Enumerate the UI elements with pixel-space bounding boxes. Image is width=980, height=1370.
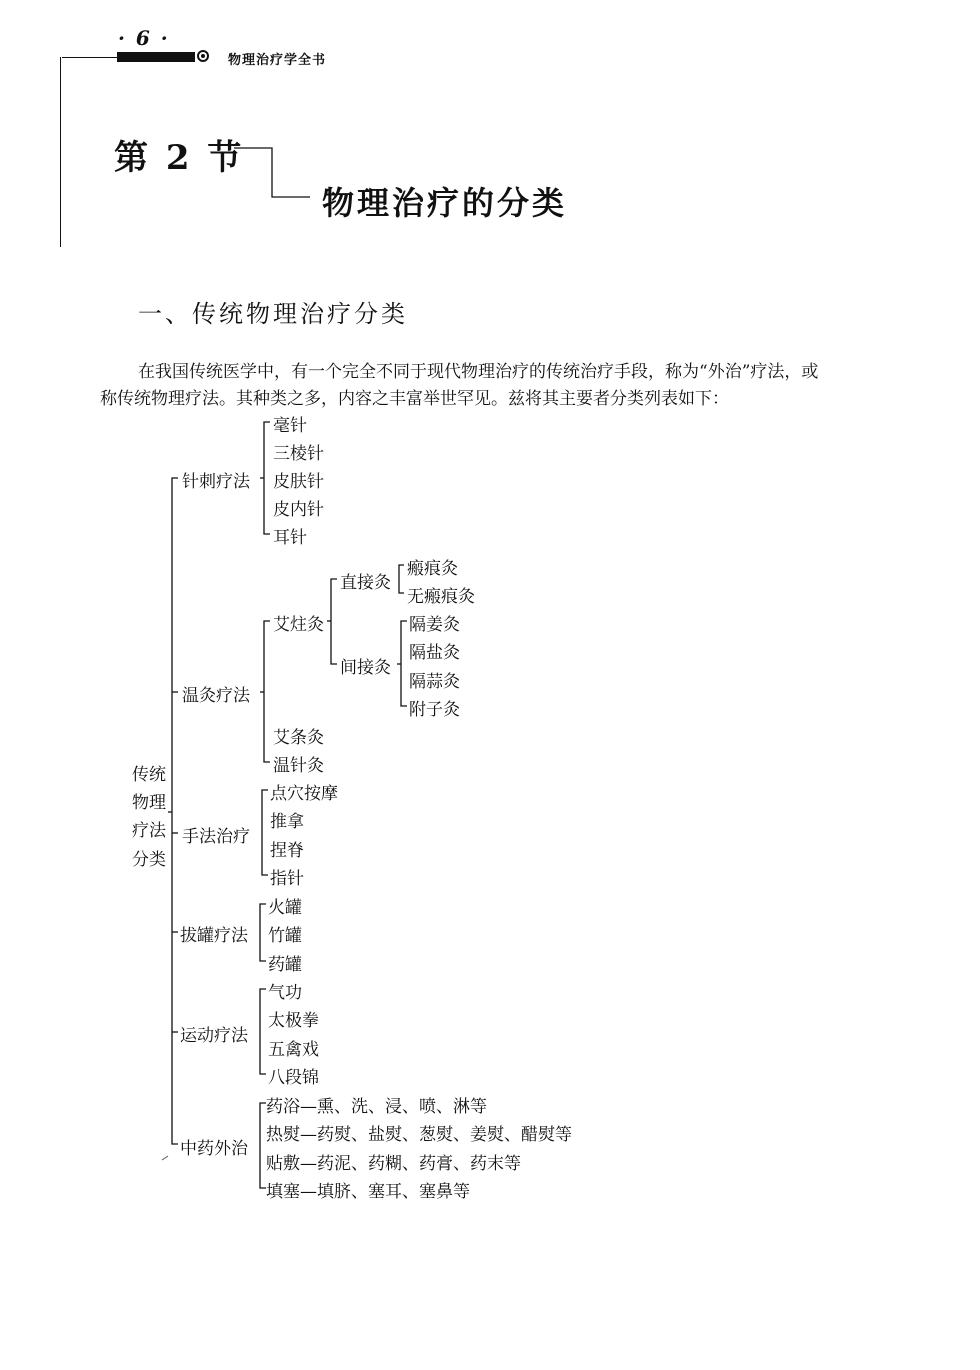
subcategory-aizhu: 艾炷灸 [273, 615, 324, 635]
list-item: 指针 [270, 869, 304, 889]
tree-root-line-1: 传统 [132, 765, 166, 785]
list-item: 瘢痕灸 [407, 559, 458, 579]
list-item: 温针灸 [273, 756, 324, 776]
category-zhongyao: 中药外治 [180, 1139, 248, 1159]
list-item: 气功 [268, 983, 302, 1003]
list-item: 捏脊 [270, 841, 304, 861]
list-item: 无瘢痕灸 [407, 587, 475, 607]
category-yundong: 运动疗法 [180, 1026, 248, 1046]
list-item: 药浴—熏、洗、浸、喷、淋等 [266, 1097, 487, 1117]
category-zhenci: 针刺疗法 [182, 472, 250, 492]
list-item: 药罐 [268, 955, 302, 975]
section-title: 物理治疗的分类 [322, 184, 568, 222]
list-item: 推拿 [270, 812, 304, 832]
category-shoufa: 手法治疗 [182, 827, 250, 847]
book-title: 物理治疗学全书 [228, 53, 327, 68]
list-item: 八段锦 [268, 1068, 319, 1088]
list-item: 隔盐灸 [409, 643, 460, 663]
page-number: · 6 · [118, 26, 170, 50]
list-item: 皮肤针 [273, 472, 324, 492]
list-item: 填塞—填脐、塞耳、塞鼻等 [266, 1182, 470, 1202]
list-item: 热熨—药熨、盐熨、葱熨、姜熨、醋熨等 [266, 1125, 572, 1145]
list-item: 耳针 [273, 528, 307, 548]
list-item: 附子灸 [409, 700, 460, 720]
list-item: 隔姜灸 [409, 615, 460, 635]
list-item: 三棱针 [273, 444, 324, 464]
subcategory-zhijie: 直接灸 [340, 573, 391, 593]
list-item: 太极拳 [268, 1011, 319, 1031]
list-item: 点穴按摩 [270, 784, 338, 804]
list-item: 五禽戏 [268, 1040, 319, 1060]
subsection-title: 一、传统物理治疗分类 [138, 300, 408, 328]
tree-root-line-4: 分类 [132, 850, 166, 870]
list-item: 毫针 [273, 416, 307, 436]
tree-root-line-3: 疗法 [132, 821, 166, 841]
subcategory-jianjie: 间接灸 [340, 658, 391, 678]
category-baguan: 拔罐疗法 [180, 926, 248, 946]
list-item: 隔蒜灸 [409, 672, 460, 692]
section-number: 第 2 节 [114, 138, 245, 178]
paragraph-line-1: 在我国传统医学中，有一个完全不同于现代物理治疗的传统治疗手段，称为“外治”疗法，或 [138, 362, 819, 382]
list-item: 艾条灸 [273, 728, 324, 748]
paragraph-line-2: 称传统物理疗法。其种类之多，内容之丰富举世罕见。兹将其主要者分类列表如下： [100, 389, 729, 409]
category-wenjiu: 温灸疗法 [182, 686, 250, 706]
list-item: 火罐 [268, 898, 302, 918]
list-item: 竹罐 [268, 926, 302, 946]
list-item: 贴敷—药泥、药糊、药膏、药末等 [266, 1154, 521, 1174]
list-item: 皮内针 [273, 500, 324, 520]
tree-root-line-2: 物理 [132, 793, 166, 813]
